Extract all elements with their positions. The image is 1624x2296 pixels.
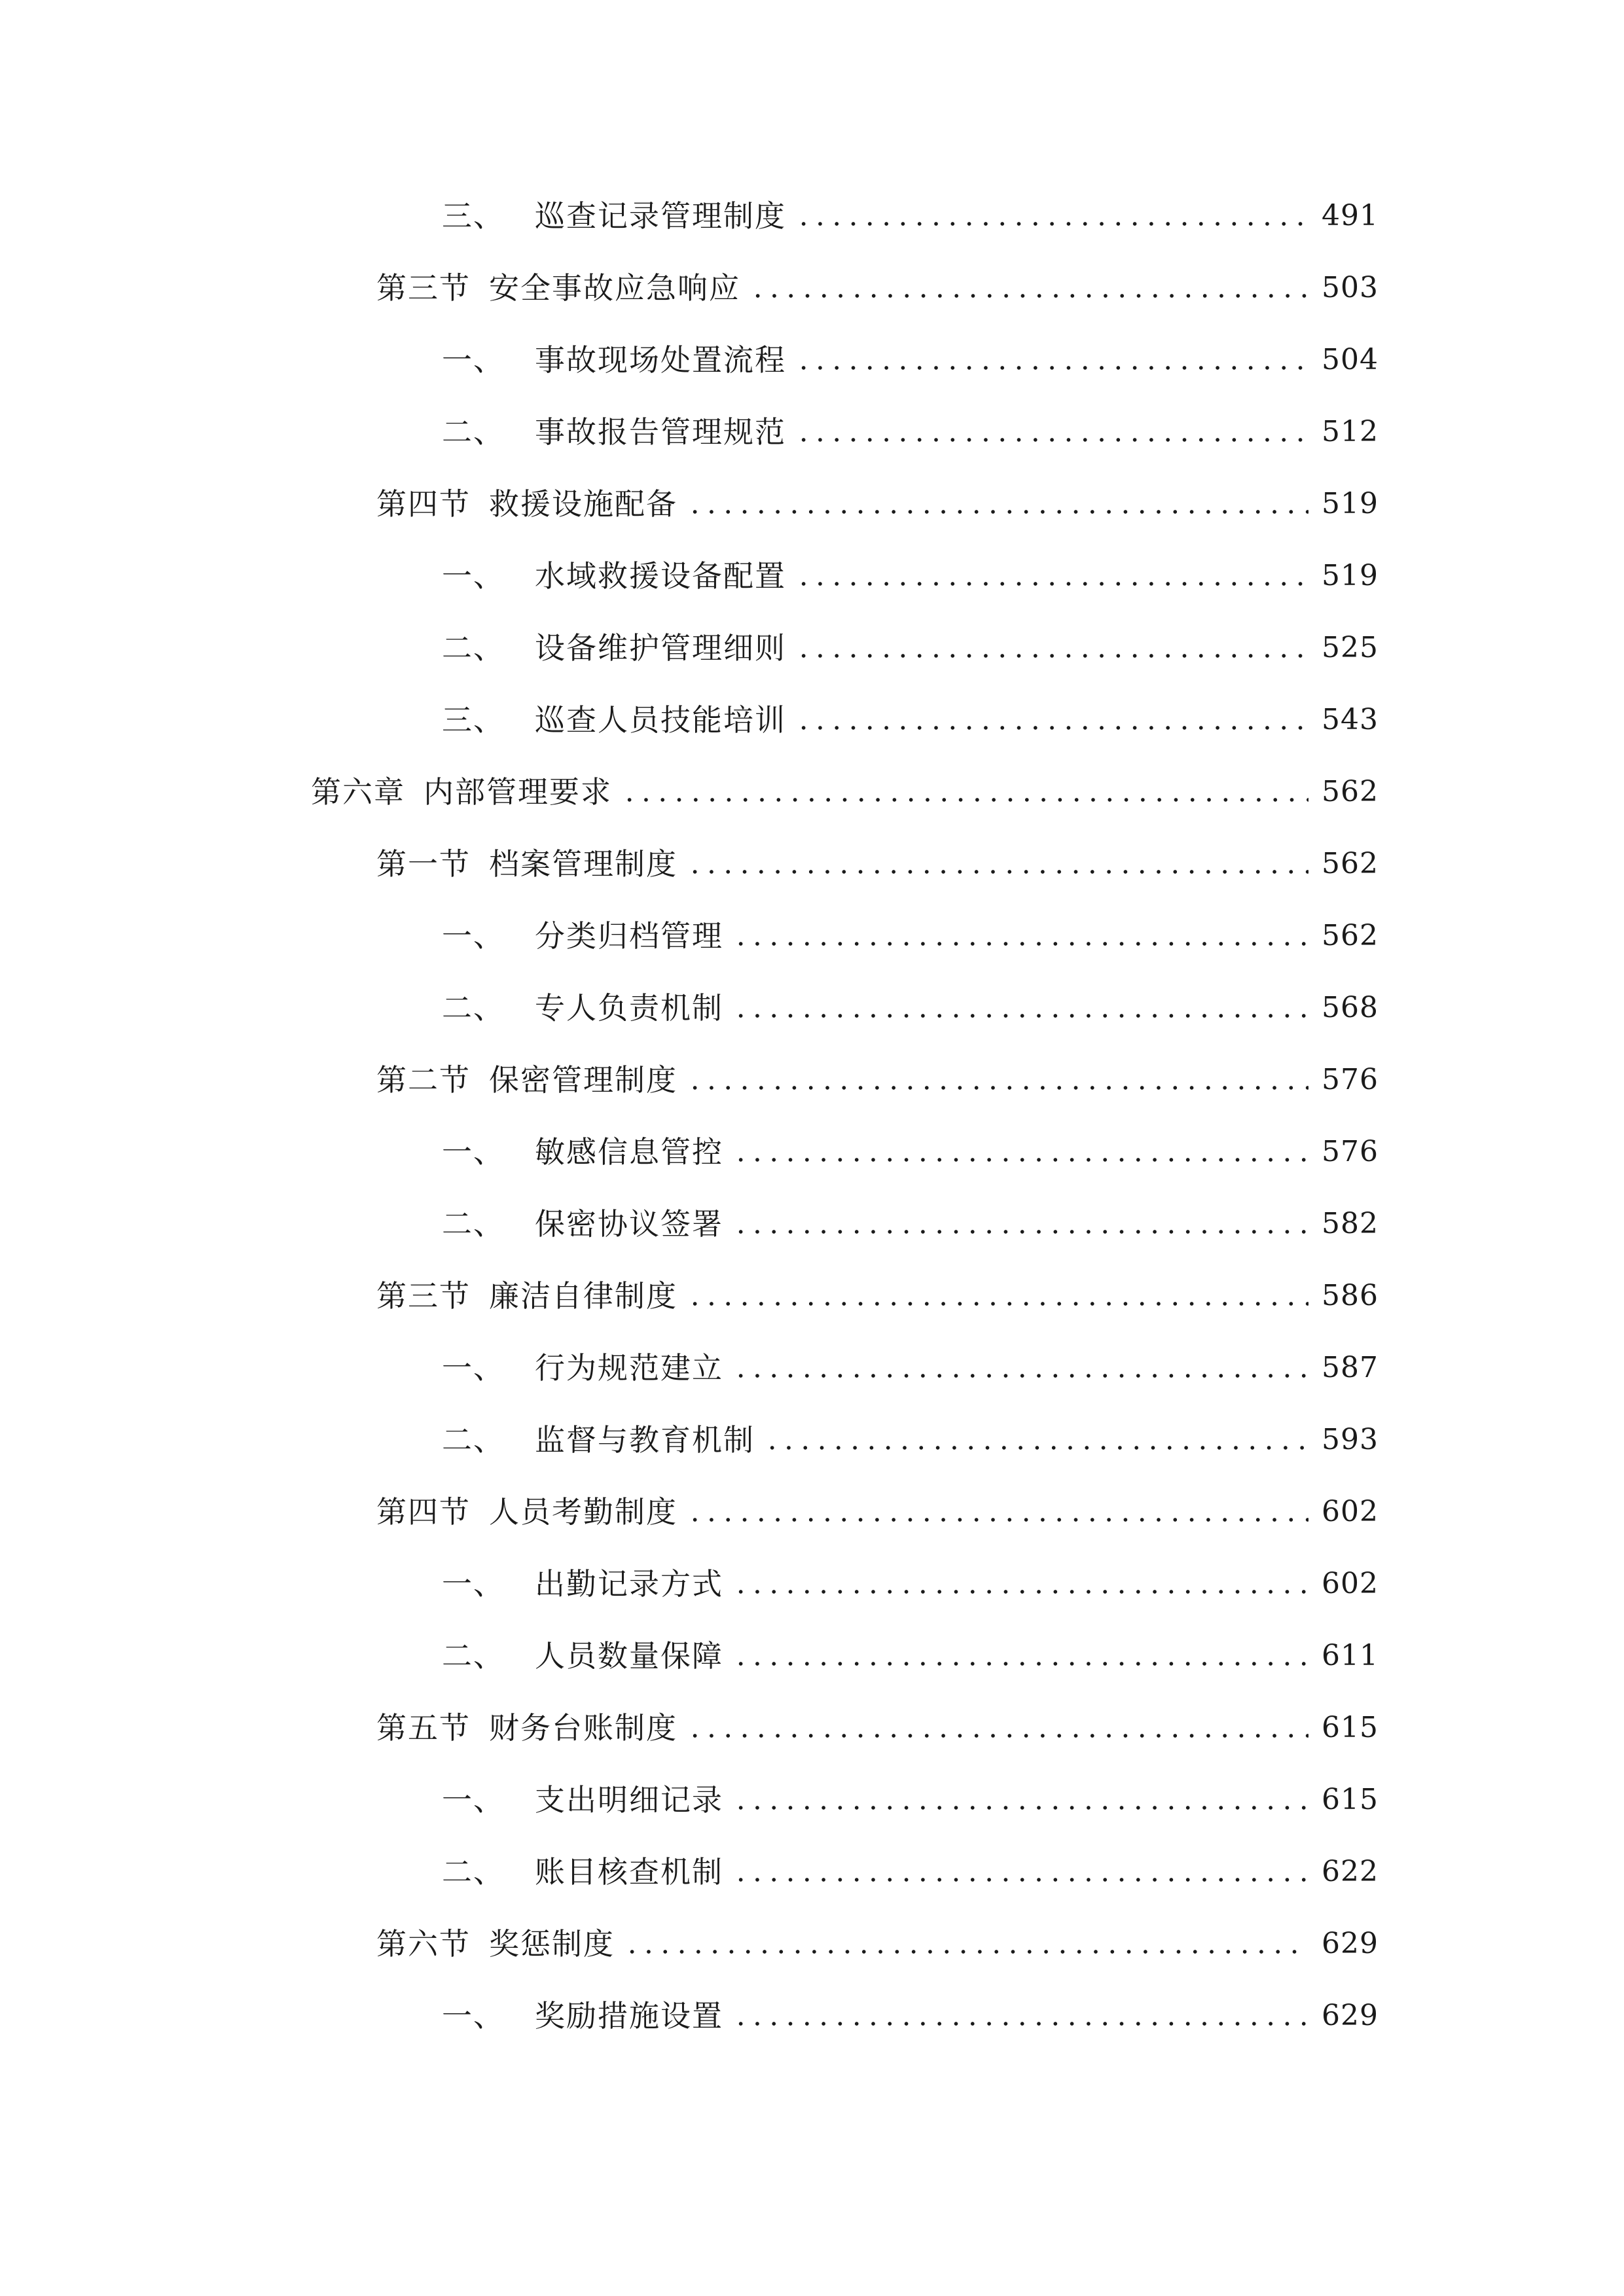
toc-page-number: 568	[1322, 991, 1379, 1024]
toc-page-number: 587	[1322, 1351, 1379, 1384]
toc-entry-title: 保密协议签署	[535, 1206, 723, 1242]
toc-entry-label	[376, 270, 740, 306]
toc-entry-label	[376, 1494, 677, 1530]
toc-entry-title: 人员数量保障	[535, 1638, 723, 1674]
table-of-contents	[0, 180, 1624, 2052]
toc-entry[interactable]	[0, 1980, 1624, 2052]
toc-page-number: 622	[1322, 1855, 1379, 1888]
toc-entry-label	[442, 990, 723, 1026]
toc-leader-dots	[687, 849, 1308, 879]
toc-leader-dots	[732, 1569, 1308, 1599]
toc-leader-dots	[621, 777, 1308, 807]
toc-entry-title: 内部管理要求	[424, 774, 612, 810]
toc-entry[interactable]	[0, 828, 1624, 900]
toc-entry-title: 专人负责机制	[535, 990, 723, 1026]
toc-entry-title: 出勤记录方式	[535, 1566, 723, 1602]
toc-page-number: 491	[1322, 199, 1379, 232]
toc-entry-title: 账目核查机制	[535, 1854, 723, 1890]
toc-leader-dots	[764, 1425, 1308, 1455]
toc-leader-dots	[732, 1137, 1308, 1167]
toc-entry-label	[442, 1206, 723, 1242]
toc-entry-title: 保密管理制度	[489, 1062, 677, 1098]
toc-entry-number: 一、	[442, 558, 505, 594]
toc-entry[interactable]	[0, 1620, 1624, 1692]
toc-entry-label	[442, 1854, 723, 1890]
toc-entry-title: 救援设施配备	[489, 486, 677, 522]
toc-entry-number: 二、	[442, 1638, 505, 1674]
toc-page-number: 586	[1322, 1279, 1379, 1312]
toc-leader-dots	[687, 1281, 1308, 1311]
toc-entry-number: 一、	[442, 1782, 505, 1818]
toc-entry-title: 设备维护管理细则	[535, 630, 786, 666]
toc-page-number: 629	[1322, 1927, 1379, 1960]
toc-entry-number: 一、	[442, 1134, 505, 1170]
toc-page-number: 629	[1322, 1999, 1379, 2032]
toc-page-number: 593	[1322, 1423, 1379, 1456]
toc-entry-label	[442, 1350, 723, 1386]
toc-entry-label	[442, 198, 786, 234]
toc-leader-dots	[795, 417, 1308, 447]
toc-leader-dots	[732, 921, 1308, 951]
toc-entry[interactable]	[0, 1836, 1624, 1908]
toc-entry[interactable]	[0, 684, 1624, 756]
toc-entry-number: 二、	[442, 414, 505, 450]
toc-entry-number: 第四节	[376, 1494, 471, 1530]
toc-entry-label	[442, 918, 723, 954]
toc-entry[interactable]	[0, 900, 1624, 972]
toc-page-number: 615	[1322, 1783, 1379, 1816]
toc-page-number: 519	[1322, 487, 1379, 520]
toc-page-number: 562	[1322, 847, 1379, 880]
toc-leader-dots	[624, 1929, 1308, 1959]
toc-entry-title: 档案管理制度	[489, 846, 677, 882]
toc-entry[interactable]	[0, 1044, 1624, 1116]
toc-entry-title: 敏感信息管控	[535, 1134, 723, 1170]
toc-leader-dots	[732, 1209, 1308, 1239]
toc-entry[interactable]	[0, 1908, 1624, 1980]
toc-entry-title: 监督与教育机制	[535, 1422, 755, 1458]
toc-entry-label	[311, 774, 612, 810]
toc-entry[interactable]	[0, 1692, 1624, 1764]
toc-entry-number: 二、	[442, 1854, 505, 1890]
toc-page-number: 611	[1322, 1639, 1379, 1672]
toc-entry-label	[442, 702, 786, 738]
toc-entry[interactable]	[0, 1188, 1624, 1260]
toc-leader-dots	[732, 1785, 1308, 1815]
toc-page-number: 576	[1322, 1063, 1379, 1096]
toc-entry-number: 第二节	[376, 1062, 471, 1098]
toc-page-number: 504	[1322, 343, 1379, 376]
toc-entry-label	[442, 1134, 723, 1170]
toc-entry[interactable]	[0, 972, 1624, 1044]
toc-entry-title: 安全事故应急响应	[489, 270, 740, 306]
toc-leader-dots	[687, 489, 1308, 519]
toc-leader-dots	[687, 1065, 1308, 1095]
toc-entry-label	[376, 846, 677, 882]
toc-entry-number: 一、	[442, 918, 505, 954]
toc-entry[interactable]	[0, 1116, 1624, 1188]
toc-entry-title: 支出明细记录	[535, 1782, 723, 1818]
toc-entry[interactable]	[0, 612, 1624, 684]
toc-entry[interactable]	[0, 468, 1624, 540]
toc-page-number: 562	[1322, 775, 1379, 808]
toc-entry-title: 奖惩制度	[489, 1926, 615, 1962]
toc-leader-dots	[795, 633, 1308, 663]
toc-entry-title: 事故现场处置流程	[535, 342, 786, 378]
toc-page-number: 525	[1322, 631, 1379, 664]
toc-entry-label	[376, 486, 677, 522]
toc-entry-number: 第五节	[376, 1710, 471, 1746]
toc-entry-label	[376, 1062, 677, 1098]
toc-entry-title: 奖励措施设置	[535, 1998, 723, 2034]
toc-entry[interactable]	[0, 1476, 1624, 1548]
toc-entry-title: 财务台账制度	[489, 1710, 677, 1746]
toc-entry-label	[442, 1638, 723, 1674]
toc-entry-label	[442, 1782, 723, 1818]
toc-entry-label	[442, 1566, 723, 1602]
toc-leader-dots	[687, 1713, 1308, 1743]
toc-entry-number: 一、	[442, 1998, 505, 2034]
toc-entry-title: 巡查人员技能培训	[535, 702, 786, 738]
toc-page-number: 576	[1322, 1135, 1379, 1168]
toc-page-number: 512	[1322, 415, 1379, 448]
toc-entry-label	[442, 342, 786, 378]
toc-entry-number: 第六节	[376, 1926, 471, 1962]
toc-page-number: 602	[1322, 1567, 1379, 1600]
toc-entry-number: 一、	[442, 1566, 505, 1602]
toc-entry-number: 第三节	[376, 1278, 471, 1314]
toc-entry[interactable]	[0, 1260, 1624, 1332]
toc-page-number: 602	[1322, 1495, 1379, 1528]
toc-entry[interactable]	[0, 1764, 1624, 1836]
toc-entry-title: 廉洁自律制度	[489, 1278, 677, 1314]
toc-entry-number: 第一节	[376, 846, 471, 882]
toc-entry-number: 第四节	[376, 486, 471, 522]
toc-page-number: 519	[1322, 559, 1379, 592]
toc-leader-dots	[749, 273, 1308, 303]
toc-entry-number: 二、	[442, 990, 505, 1026]
toc-leader-dots	[732, 1857, 1308, 1887]
toc-leader-dots	[795, 201, 1308, 231]
toc-leader-dots	[795, 345, 1308, 375]
toc-entry-number: 三、	[442, 702, 505, 738]
toc-entry-label	[442, 558, 786, 594]
toc-entry[interactable]	[0, 396, 1624, 468]
toc-entry-number: 二、	[442, 1206, 505, 1242]
toc-page-number: 543	[1322, 703, 1379, 736]
toc-entry-title: 水域救援设备配置	[535, 558, 786, 594]
toc-entry-number: 二、	[442, 1422, 505, 1458]
toc-leader-dots	[795, 705, 1308, 735]
toc-entry-number: 第三节	[376, 270, 471, 306]
toc-leader-dots	[795, 561, 1308, 591]
toc-leader-dots	[732, 1641, 1308, 1671]
toc-entry-number: 二、	[442, 630, 505, 666]
toc-entry-label	[442, 1422, 755, 1458]
toc-entry[interactable]	[0, 756, 1624, 828]
toc-entry[interactable]	[0, 180, 1624, 252]
toc-page-number: 562	[1322, 919, 1379, 952]
toc-entry-number: 三、	[442, 198, 505, 234]
toc-entry-label	[442, 630, 786, 666]
toc-entry[interactable]	[0, 540, 1624, 612]
toc-entry[interactable]	[0, 252, 1624, 324]
toc-leader-dots	[687, 1497, 1308, 1527]
toc-entry-label	[442, 414, 786, 450]
toc-entry-number: 一、	[442, 1350, 505, 1386]
toc-entry-number: 一、	[442, 342, 505, 378]
toc-leader-dots	[732, 1353, 1308, 1383]
toc-entry-label	[442, 1998, 723, 2034]
toc-entry-title: 分类归档管理	[535, 918, 723, 954]
toc-entry-title: 人员考勤制度	[489, 1494, 677, 1530]
toc-entry[interactable]	[0, 1548, 1624, 1620]
toc-entry[interactable]	[0, 324, 1624, 396]
toc-entry-title: 行为规范建立	[535, 1350, 723, 1386]
toc-entry-label	[376, 1926, 615, 1962]
toc-entry-label	[376, 1710, 677, 1746]
toc-leader-dots	[732, 993, 1308, 1023]
toc-page-number: 503	[1322, 271, 1379, 304]
toc-entry-label	[376, 1278, 677, 1314]
toc-entry[interactable]	[0, 1332, 1624, 1404]
toc-entry-title: 事故报告管理规范	[535, 414, 786, 450]
toc-entry-number: 第六章	[311, 774, 405, 810]
toc-entry[interactable]	[0, 1404, 1624, 1476]
toc-leader-dots	[732, 2001, 1308, 2031]
toc-page-number: 582	[1322, 1207, 1379, 1240]
toc-entry-title: 巡查记录管理制度	[535, 198, 786, 234]
toc-page-number: 615	[1322, 1711, 1379, 1744]
